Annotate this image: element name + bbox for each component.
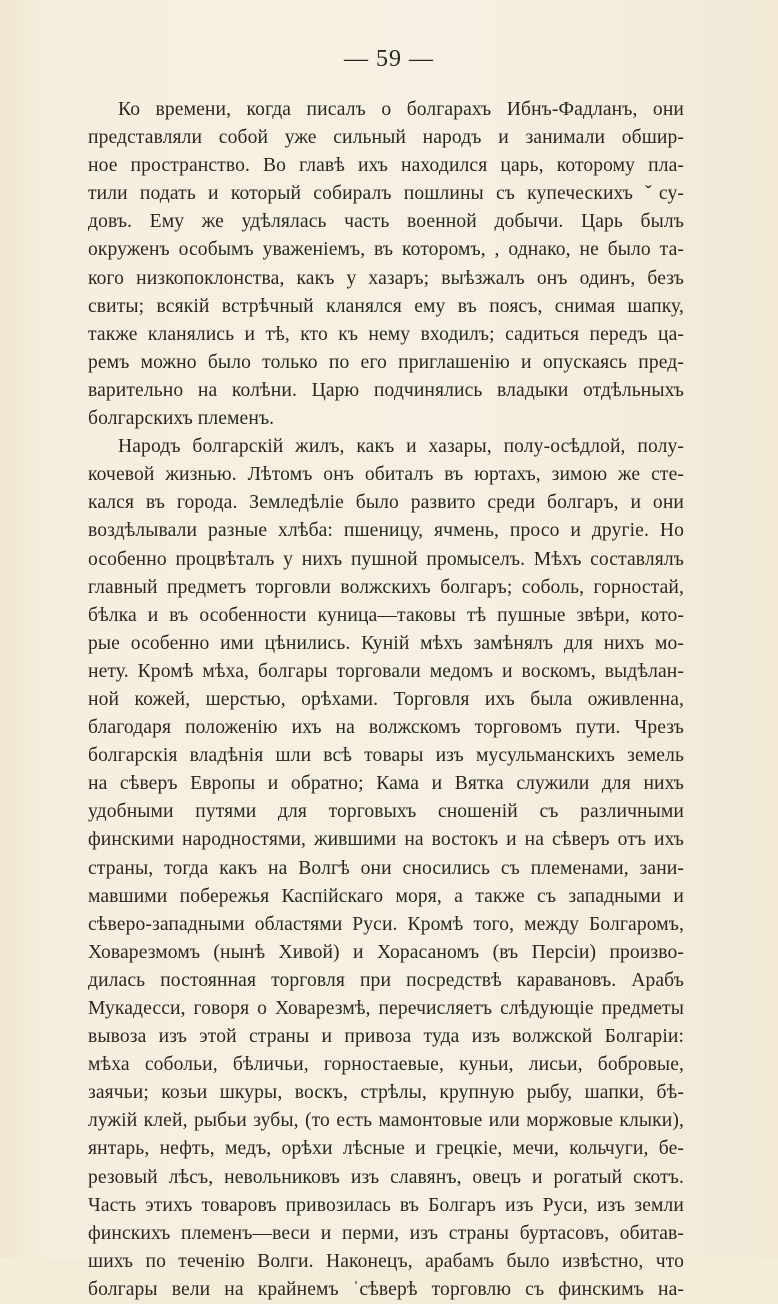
text-line: воздѣлывали разные хлѣба: пшеницу, ячмень, просо и другіе. Но xyxy=(88,520,684,542)
text-line: Мукадесси, говоря о Ховарезмѣ, перечисляетъ слѣдующіе предметы xyxy=(88,998,684,1019)
text-line: кочевой жизнью. Лѣтомъ онъ обиталъ въ юртахъ, зимою же сте- xyxy=(88,464,684,486)
text-line: вывоза изъ этой страны и привоза туда изъ волжской Болгаріи: xyxy=(88,1026,684,1048)
body-text xyxy=(88,96,684,1304)
text-line: окруженъ особымъ уваженіемъ, въ которомъ, , однако, не было та- xyxy=(88,239,684,261)
text-line: главный предметъ торговли волжскихъ болгаръ; соболь, горностай, xyxy=(88,576,684,598)
text-line: кого низкопоклонства, какъ у хазаръ; выѣзжалъ онъ одинъ, безъ xyxy=(88,267,684,289)
text-line: заячьи; козьи шкуры, воскъ, стрѣлы, крупную рыбу, шапки, бѣ- xyxy=(88,1082,684,1104)
text-line: ремъ можно было только по его приглашенію и опускаясь пред- xyxy=(88,351,684,373)
paragraph-2 xyxy=(88,433,684,1304)
text-line: мавшими побережья Каспійскаго моря, а также съ западными и xyxy=(88,885,684,907)
text-line: Народъ болгарскій жилъ, какъ и хазары, полу-осѣдлой, полу- xyxy=(118,436,684,458)
text-line: янтарь, нефть, медъ, орѣхи лѣсные и грецкіе, мечи, кольчуги, бе- xyxy=(88,1138,684,1160)
text-line: финскими народностями, жившими на востокъ и на сѣверъ отъ ихъ xyxy=(88,829,684,851)
text-line: кался въ города. Земледѣліе было развито среди болгаръ, и они xyxy=(88,492,684,514)
text-line: также кланялись и тѣ, кто къ нему входилъ; садиться передъ ца- xyxy=(88,323,684,345)
text-line: болгарскихъ племенъ. xyxy=(88,408,275,430)
page-number: — 59 — xyxy=(344,46,434,72)
text-line: резовый лѣсъ, невольниковъ изъ славянъ, овецъ и рогатый скотъ. xyxy=(88,1166,684,1188)
text-line: представляли собой уже сильный народъ и занимали обшир- xyxy=(88,127,684,149)
text-line: сѣверо-западными областями Руси. Кромѣ того, между Болгаромъ, xyxy=(88,913,684,935)
text-line: рые особенно ими цѣнились. Куній мѣхъ замѣнялъ для нихъ мо- xyxy=(88,632,684,654)
text-line: болгарскія владѣнія шли всѣ товары изъ мусульманскихъ земель xyxy=(88,745,684,767)
text-line: бѣлка и въ особенности куница—таковы тѣ пушные звѣри, кото- xyxy=(88,604,684,626)
text-line: ное пространство. Во главѣ ихъ находился царь, которому пла- xyxy=(88,155,684,177)
text-line: Часть этихъ товаровъ привозилась въ Болгаръ изъ Руси, изъ земли xyxy=(88,1194,684,1216)
text-line: довъ. Ему же удѣлялась часть военной добычи. Царь былъ xyxy=(88,211,684,233)
text-line: Ховарезмомъ (нынѣ Хивой) и Хорасаномъ (въ Персіи) произво- xyxy=(88,941,684,963)
text-line: болгары вели на крайнемъ ˈсѣверѣ торговлю съ финскимъ на- xyxy=(88,1278,684,1300)
text-line: удобными путями для торговыхъ сношеній съ различными xyxy=(88,801,684,823)
text-line: ной кожей, шерстью, орѣхами. Торговля ихъ была оживленна, xyxy=(88,688,684,710)
text-line: варительно на колѣни. Царю подчинялись владыки отдѣльныхъ xyxy=(88,379,684,401)
paragraph-1 xyxy=(88,96,684,433)
text-line: тили подать и который собиралъ пошлины съ купеческихъ ˇсу- xyxy=(88,183,684,205)
text-line: финскихъ племенъ—веси и перми, изъ страны буртасовъ, обитав- xyxy=(88,1222,684,1244)
text-line: страны, тогда какъ на Волгѣ они сносились съ племенами, зани- xyxy=(88,857,684,879)
text-line: свиты; всякій встрѣчный кланялся ему въ поясъ, снимая шапку, xyxy=(88,295,684,317)
text-line: лужій клей, рыбьи зубы, (то есть мамонтовые или моржовые клыки), xyxy=(88,1110,684,1132)
text-line: нету. Кромѣ мѣха, болгары торговали медомъ и воскомъ, выдѣлан- xyxy=(88,660,684,682)
text-line: Ко времени, когда писалъ о болгарахъ Ибнъ-Фадланъ, они xyxy=(118,99,684,120)
text-line: благодаря положенію ихъ на волжскомъ торговомъ пути. Чрезъ xyxy=(88,717,684,739)
text-line: шихъ по теченію Волги. Наконецъ, арабамъ было извѣстно, что xyxy=(88,1250,684,1272)
text-line: особенно процвѣталъ у нихъ пушной промыселъ. Мѣхъ составлялъ xyxy=(88,548,684,570)
text-line: на сѣверъ Европы и обратно; Кама и Вятка служили для нихъ xyxy=(88,773,684,795)
text-line: мѣха собольи, бѣличьи, горностаевые, куньи, лисьи, бобровые, xyxy=(88,1054,684,1076)
text-line: дилась постоянная торговля при посредствѣ каравановъ. Арабъ xyxy=(88,969,684,991)
